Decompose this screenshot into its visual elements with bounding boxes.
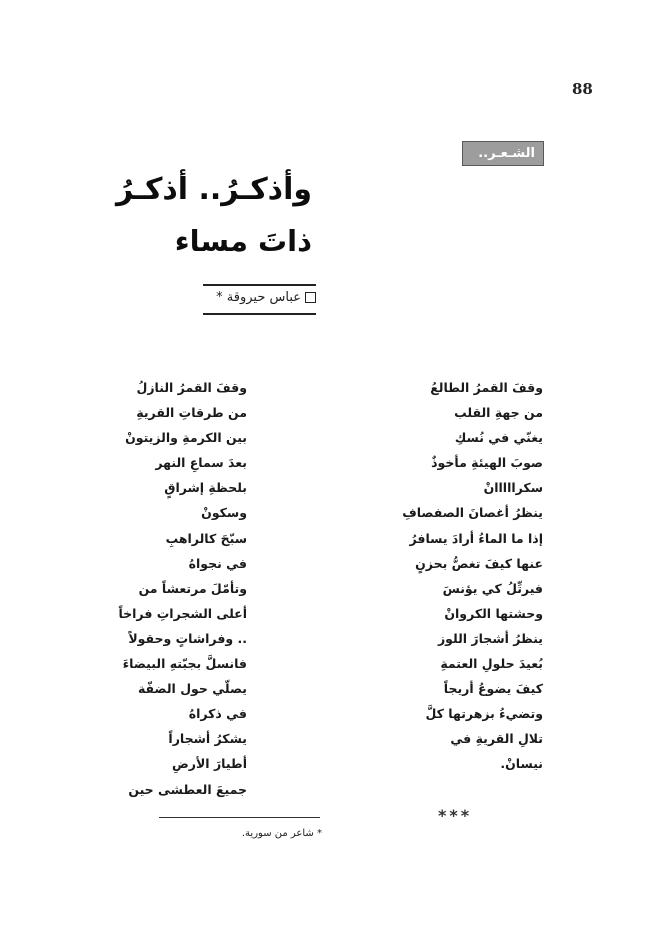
page-number: 88 bbox=[572, 80, 593, 98]
verse-line: عنها كيفَ تغصُّ بحزنٍ bbox=[415, 555, 543, 571]
verse-line: من طرقاتِ القريةِ bbox=[136, 405, 247, 421]
verse-line: في نجواهُ bbox=[188, 555, 247, 571]
author-byline bbox=[216, 290, 316, 305]
verse-line: تلالِ القريةِ في bbox=[450, 731, 543, 747]
verse-line: كيفَ يضوعُ أريجاً bbox=[443, 681, 543, 697]
section-tab bbox=[462, 141, 544, 166]
verse-line: وحشتها الكروانْ bbox=[444, 605, 543, 621]
verse-line: سبّحَ كالراهبِ bbox=[165, 530, 247, 546]
poem-column-right bbox=[402, 375, 543, 777]
poem-column-left bbox=[118, 375, 247, 802]
verse-line: يغنّي في نُسكِ bbox=[454, 430, 543, 446]
verse-line: وتأمّلَ مرتعشاً من bbox=[138, 580, 247, 596]
footnote: * شاعر من سورية. bbox=[241, 828, 322, 839]
poem-title-line-2: ذاتَ مساء bbox=[174, 224, 312, 258]
verse-line: يشكرُ أشجاراً bbox=[168, 731, 247, 747]
verse-line: جميعَ العطشى حين bbox=[128, 781, 247, 797]
verse-line: يصلّي حول الضفّة bbox=[137, 681, 247, 697]
verse-line: وقفَ القمرُ النازلُ bbox=[136, 380, 247, 395]
author-rule-top bbox=[203, 284, 316, 286]
verse-line: صوبَ الهيئةِ مأخوذٌ bbox=[431, 455, 543, 471]
verse-line: بُعيدَ حلولِ العتمةِ bbox=[440, 656, 543, 672]
verse-line: سكرااااانْ bbox=[483, 480, 543, 496]
author-name: عباس حيروقة * bbox=[216, 290, 301, 305]
checkbox-square-icon bbox=[305, 292, 316, 303]
verse-line: أعلى الشجراتِ فراخاً bbox=[118, 605, 247, 621]
verse-line: بعدَ سماعِ النهر bbox=[155, 455, 247, 471]
verse-line: ينظرُ أغصانَ الصفصافِ bbox=[402, 505, 543, 521]
verse-line: وسكونْ bbox=[201, 505, 247, 521]
verse-line: .. وفراشاتٍ وحقولاً bbox=[128, 630, 247, 646]
author-rule-bottom bbox=[203, 313, 316, 315]
verse-line: بلحظةِ إشراقٍ bbox=[164, 480, 247, 496]
section-label: الشـعـر.. bbox=[478, 146, 535, 161]
verse-line: فيرتِّلُ كي يؤنسَ bbox=[442, 580, 543, 596]
verse-line: نيسانْ. bbox=[500, 756, 543, 772]
verse-line: ينظرُ أشجارَ اللوز bbox=[437, 630, 543, 646]
verse-line: من جهةِ القلب bbox=[454, 405, 543, 421]
verse-line: وتضيءُ بزهرتها كلَّ bbox=[425, 706, 543, 722]
verse-line: أطيارَ الأرضِ bbox=[171, 756, 247, 772]
verse-line: وقفَ القمرُ الطالعُ bbox=[430, 380, 543, 395]
verse-line: بين الكرمةِ والزيتونْ bbox=[125, 430, 247, 446]
verse-line: إذا ما الماءُ أرادَ يسافرُ bbox=[409, 530, 543, 546]
poem-title-line-1: وأذكـرُ.. أذكـرُ bbox=[116, 172, 312, 207]
end-mark: *** bbox=[438, 806, 473, 825]
verse-line: فانسلَّ بجبّتهِ البيضاءَ bbox=[122, 656, 247, 672]
footnote-rule bbox=[159, 817, 320, 818]
verse-line: في ذكراهُ bbox=[188, 706, 247, 722]
